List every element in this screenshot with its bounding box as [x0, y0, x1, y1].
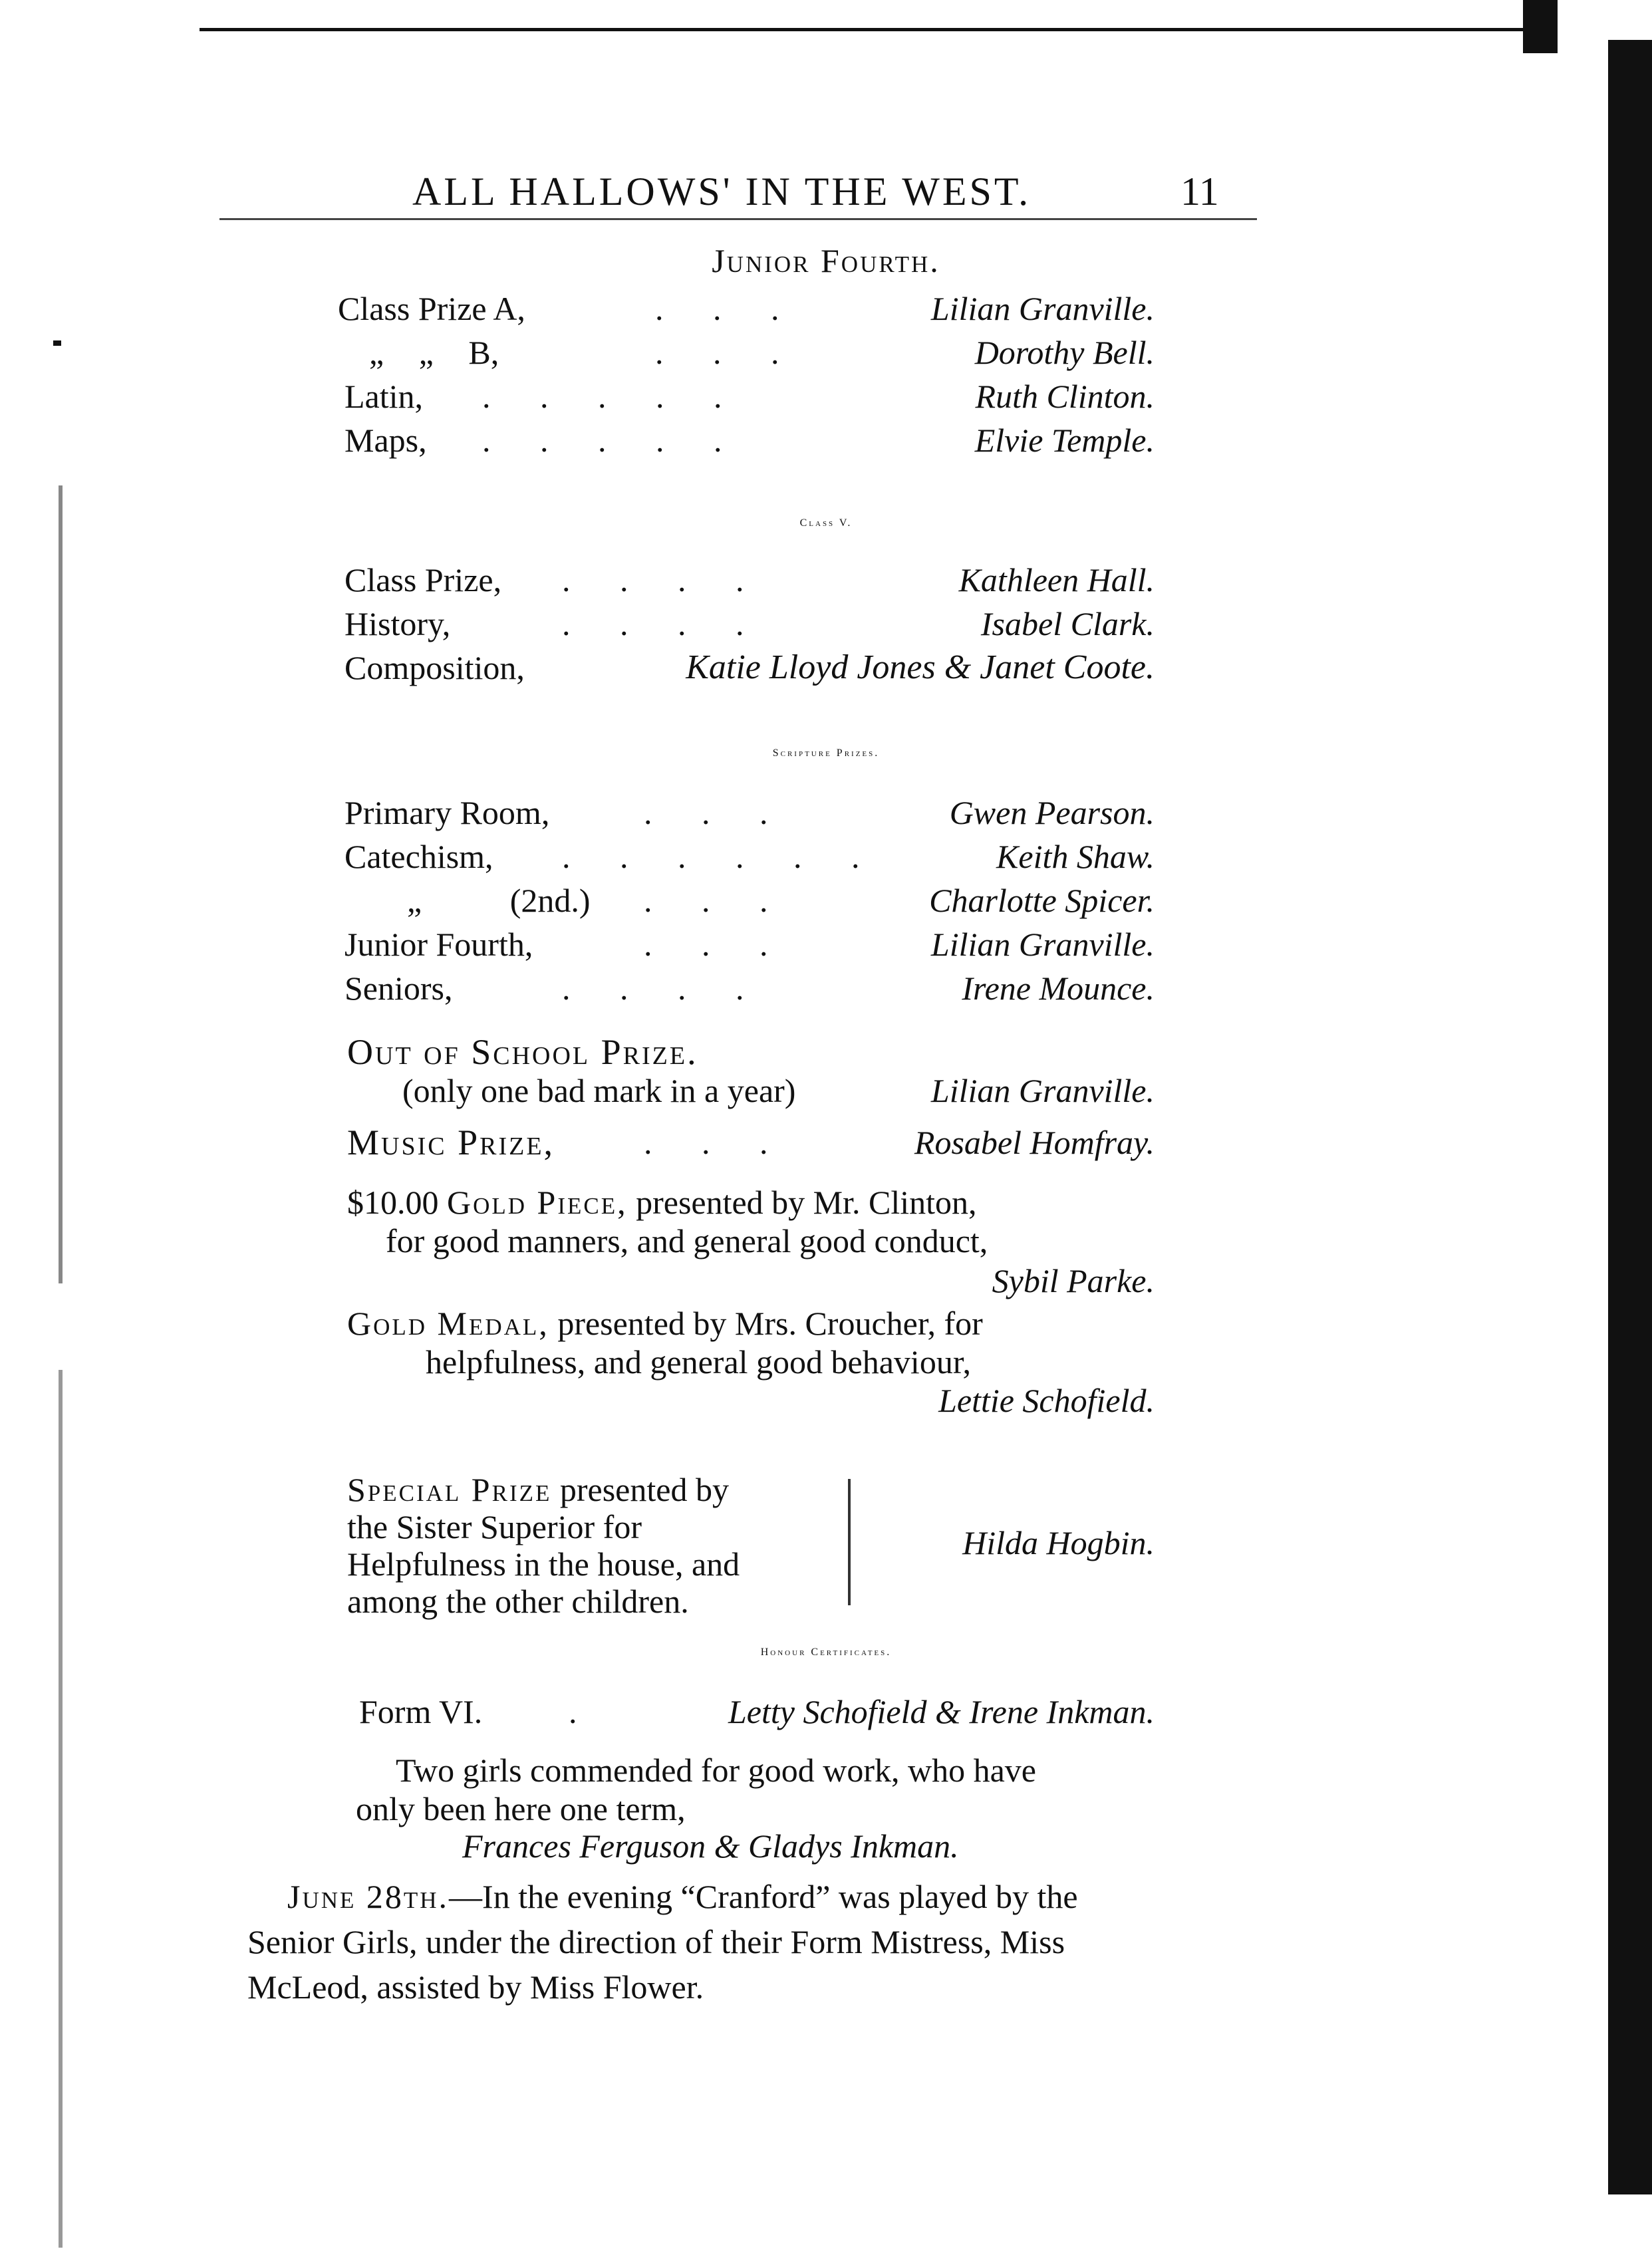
prize-winner: Gwen Pearson.	[949, 794, 1155, 831]
prize-label: „ „ B,	[369, 334, 499, 371]
special-prize-line2: the Sister Superior for	[347, 1508, 642, 1545]
prize-winner: Isabel Clark.	[980, 605, 1155, 642]
prize-label: Seniors,	[344, 970, 453, 1007]
commend-names: Frances Ferguson & Gladys Inkman.	[462, 1827, 959, 1865]
prize-label: Catechism,	[344, 838, 493, 875]
leader-dots: . . .	[655, 334, 779, 371]
june-line3: McLeod, assisted by Miss Flower.	[247, 1968, 704, 2006]
special-prize-line4: among the other children.	[347, 1583, 689, 1620]
gold-piece-winner: Sybil Parke.	[992, 1262, 1155, 1299]
june-date: June 28th.	[287, 1878, 450, 1915]
leader-dots: . . .	[644, 1124, 768, 1161]
running-header: ALL HALLOWS' IN THE WEST.	[412, 170, 1032, 213]
gold-medal-title: Gold Medal,	[347, 1305, 549, 1342]
special-prize-line1	[347, 1470, 729, 1510]
prize-winner: Keith Shaw.	[996, 838, 1155, 875]
header-rule	[219, 218, 1257, 220]
prize-winner: Irene Mounce.	[962, 970, 1155, 1007]
leader-dots: . . . . .	[482, 378, 722, 415]
gold-medal-winner: Lettie Schofield.	[938, 1382, 1155, 1419]
form-winners: Letty Schofield & Irene Inkman.	[728, 1693, 1155, 1730]
prize-winner: Kathleen Hall.	[958, 561, 1155, 598]
prize-label: Class Prize A,	[338, 290, 525, 327]
gold-medal-line2: helpfulness, and general good behaviour,	[426, 1343, 971, 1381]
music-prize-winner: Rosabel Homfray.	[914, 1124, 1155, 1161]
prize-label: Latin,	[344, 378, 424, 415]
top-edge-rule	[200, 28, 1523, 31]
prize-label: „ (2nd.)	[407, 882, 591, 919]
prize-winner: Dorothy Bell.	[974, 334, 1155, 371]
prize-label: Maps,	[344, 422, 427, 459]
gold-piece-line1	[347, 1182, 977, 1222]
leader-dots: .	[569, 1693, 577, 1730]
form-label: Form VI.	[359, 1693, 483, 1730]
leader-dots: . . . .	[562, 970, 744, 1007]
prize-winner: Katie Lloyd Jones & Janet Coote.	[686, 648, 1155, 686]
section-heading-scripture: Scripture Prizes.	[772, 747, 880, 759]
leader-dots: . . . . . .	[562, 838, 860, 875]
leader-dots: . . . . .	[482, 422, 722, 459]
leader-dots: . . .	[655, 290, 779, 327]
leader-dots: . . .	[644, 926, 768, 963]
right-edge-shadow	[1608, 40, 1652, 2194]
gold-piece-desc: presented by Mr. Clinton,	[636, 1184, 977, 1221]
prize-winner: Lilian Granville.	[930, 290, 1155, 327]
stray-dot	[53, 340, 61, 346]
gold-medal-line1	[347, 1303, 983, 1343]
leader-dots: . . .	[644, 882, 768, 919]
out-of-school-note: (only one bad mark in a year)	[402, 1072, 796, 1109]
prize-label: Junior Fourth,	[344, 926, 533, 963]
prize-winner: Charlotte Spicer.	[929, 882, 1155, 919]
prize-label: History,	[344, 605, 451, 642]
leader-dots: . . . .	[562, 561, 744, 598]
prize-winner: Lilian Granville.	[930, 926, 1155, 963]
special-prize-desc: presented by	[559, 1471, 729, 1508]
gold-piece-amount: $10.00	[347, 1184, 439, 1221]
june-line1	[287, 1877, 1078, 1917]
prize-winner: Ruth Clinton.	[975, 378, 1155, 415]
june-line1-rest: —In the evening “Cranford” was played by the	[449, 1878, 1078, 1915]
right-edge-bar	[1523, 0, 1558, 53]
leader-dots: . . .	[644, 794, 768, 831]
left-margin-mark-2	[59, 1370, 63, 2248]
june-line2: Senior Girls, under the direction of their Form Mistress, Miss	[247, 1923, 1065, 1960]
section-heading-class-v: Class V.	[799, 517, 853, 529]
special-prize-line3: Helpfulness in the house, and	[347, 1545, 740, 1583]
gold-piece-title: Gold Piece,	[447, 1184, 628, 1221]
prize-label: Primary Room,	[344, 794, 550, 831]
prize-label: Composition,	[344, 649, 525, 686]
gold-piece-line2: for good manners, and general good conduct,	[386, 1222, 988, 1259]
left-margin-mark	[59, 485, 63, 1283]
prize-label: Class Prize,	[344, 561, 502, 598]
out-of-school-heading: Out of School Prize.	[347, 1032, 698, 1072]
commend-line2: only been here one term,	[356, 1790, 686, 1827]
special-prize-winner: Hilda Hogbin.	[962, 1524, 1155, 1561]
music-prize-label: Music Prize,	[347, 1123, 555, 1162]
leader-dots: . . . .	[562, 605, 744, 642]
out-of-school-winner: Lilian Granville.	[930, 1072, 1155, 1109]
prize-winner: Elvie Temple.	[974, 422, 1155, 459]
page-number: 11	[1180, 170, 1219, 213]
section-heading-junior-fourth: Junior Fourth.	[712, 242, 940, 279]
special-prize-title: Special Prize	[347, 1471, 552, 1508]
gold-medal-desc: presented by Mrs. Croucher, for	[557, 1305, 983, 1342]
special-prize-brace	[848, 1479, 851, 1605]
section-heading-honour: Honour Certificates.	[760, 1647, 892, 1658]
commend-line1: Two girls commended for good work, who have	[396, 1752, 1036, 1789]
